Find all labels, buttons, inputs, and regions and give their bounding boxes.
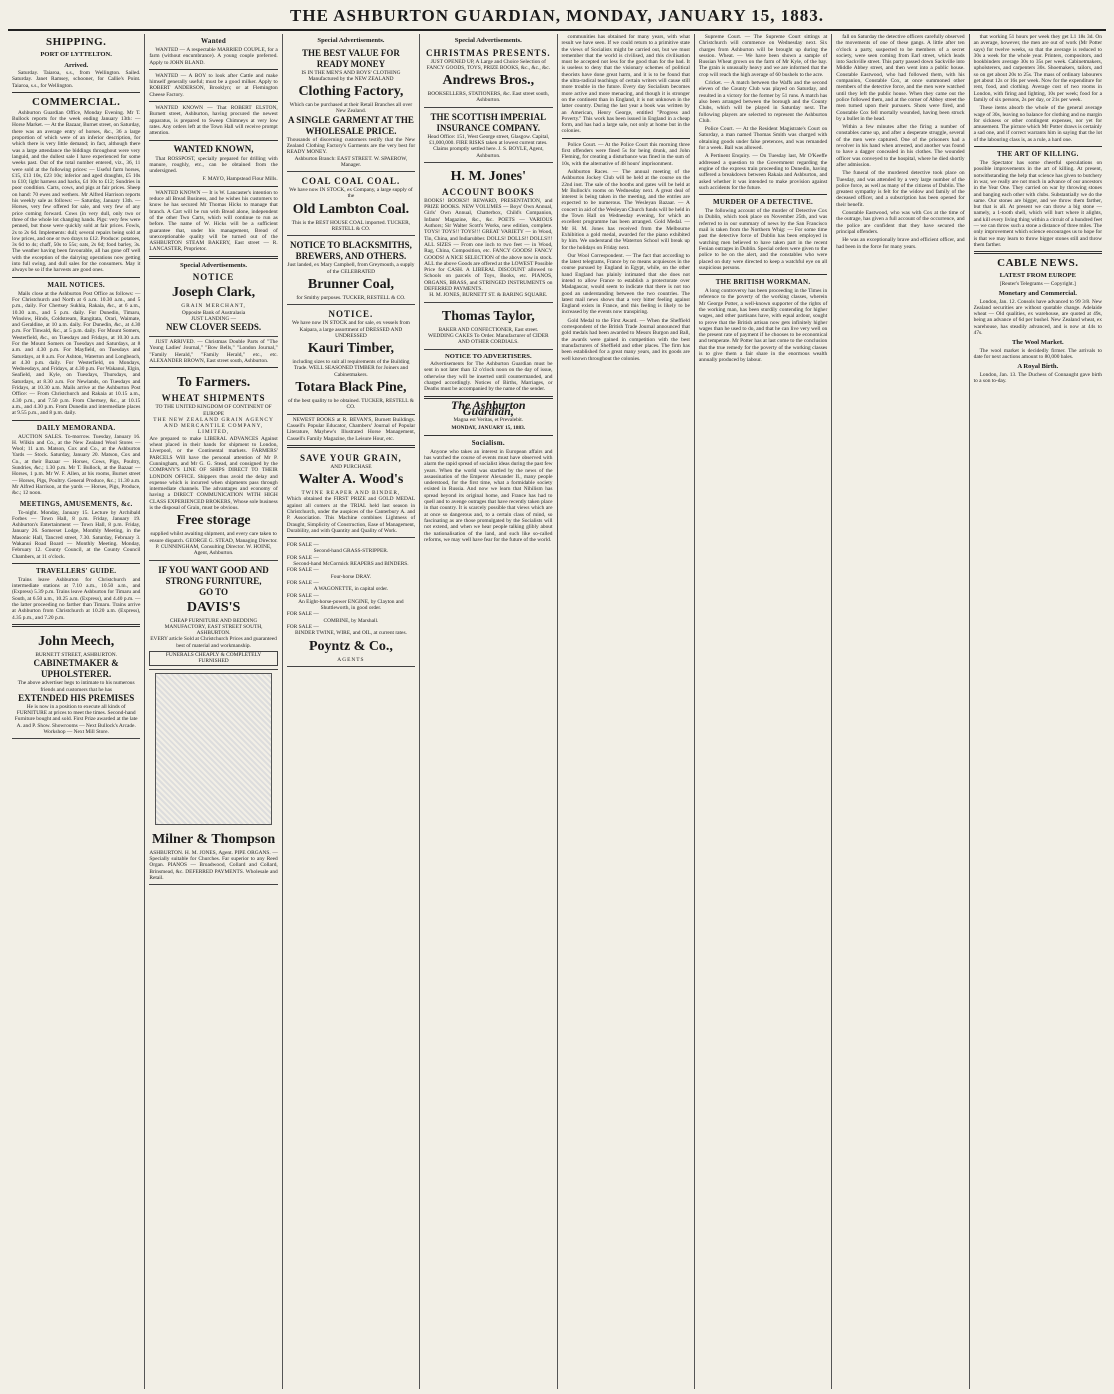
davis-body: CHEAP FURNITURE AND BEDDING MANUFACTORY, EAST STREET SOUTH, ASHBURTON. bbox=[164, 617, 263, 637]
divider bbox=[12, 92, 140, 93]
newspaper-logo: The Ashburton Guardian, bbox=[451, 397, 526, 418]
lambton-name: Old Lambton Coal. bbox=[292, 201, 410, 217]
clark-landing: JUST LANDING — bbox=[191, 315, 236, 322]
brunner-name: Brunner Coal, bbox=[307, 276, 394, 292]
editorial-continued: communities has obtained for many years, with what result we have seen. If we could return to a primitive state the views of Socialists might be carried out, but we must remember that the world is civilised, and this civilisation must be accepted not less for the good than for the bad. It is useless to deny that the visionary schemes of political theorists have done great harm, and it is to be found that the ultra-radical teachings of certain writers will cause still more trouble in the future. Every day Socialism becomes more active and more menacing, and though it is stronger on the continent than in England, it is not unknown in the latter country. During the last year a book was written by an American, Henry George, entitled "Progress and Poverty." This work has been issued in England in a cheap form, and has had a large sale, not only at home but in the colonies. bbox=[561, 34, 690, 135]
divider bbox=[149, 69, 277, 70]
clark-trade: GRAIN MERCHANT, bbox=[181, 303, 246, 310]
column-7 bbox=[832, 34, 969, 1389]
cable-birth-heading: A Royal Birth. bbox=[1017, 363, 1059, 371]
meetings-body: To-night. Monday, January 15. Lecture by Archibald Forbes — Town Hall, 8 p.m. Friday, January 19. Ashburton's Entertainment — Town Hall, 8 p.m. Friday, January 26. Somerset Lodge, Monthly Meeting, in the Masonic Hall, Tancred street, 7.30. Saturday, February 3. Wakanui Road Board — Monthly Meeting. Monday, February 12. County Council, at the County Council Chambers, at 11 o'clock. bbox=[12, 509, 141, 560]
column-4 bbox=[420, 34, 557, 1389]
clark-address: Opposite Bank of Australasia bbox=[181, 309, 246, 316]
column-1 bbox=[8, 34, 145, 1389]
killing-heading: THE ART OF KILLING. bbox=[996, 150, 1079, 159]
milner-name: Milner & Thompson bbox=[151, 831, 276, 847]
cable-money-heading: Monetary and Commercial. bbox=[998, 290, 1077, 297]
column-2 bbox=[145, 34, 282, 1389]
meech-ad bbox=[12, 630, 140, 739]
poyntz-agents: AGENTS bbox=[337, 656, 365, 663]
sale-heading-1: FOR SALE — bbox=[286, 542, 319, 549]
clark-name: Joseph Clark, bbox=[171, 285, 256, 301]
cable-wool-heading: The Wool Market. bbox=[1011, 339, 1064, 347]
column-6 bbox=[695, 34, 832, 1389]
kauri-body: including sizes to suit all requirements of the Building Trade. WELL SEASONED TIMBER for Joiners and Cabinetmakers. bbox=[292, 359, 410, 378]
sale-item-2: Second-hand McCormick REAPERS and BINDERS. bbox=[293, 561, 409, 568]
andrews-ad bbox=[424, 46, 552, 108]
factory-body: Which can be purchased at their Retail Branches all over New Zealand. bbox=[289, 102, 413, 115]
workman-heading: THE BRITISH WORKMAN. bbox=[715, 278, 811, 287]
wheat-body: Are prepared to make LIBERAL ADVANCES Against wheat placed in their hands for shipment to London, Liverpool, or the Continental markets. FARMERS' PARCELS Will have the personal attention of Mr P. Cunningham, and Mr G. G. Stead, and consigned by the COMPANY'S LINE OF SHIPS DIRECT TO THEIR LONDON OFFICE. Shippers thus avoid the delay and expense which is incurred when shipments pass through intermediate channels. The advantages and economy of having a DIRECT COMMUNICATION WITH HIGH CLASS EXPERIENCED BROKERS, Whose sole business is the disposal of Grain, must be obvious. bbox=[149, 435, 278, 512]
milner-ad bbox=[149, 828, 277, 885]
money-heading: THE BEST VALUE FOR READY MONEY bbox=[302, 47, 400, 69]
sale-item-1: Second-hand GRASS-STRIPPER. bbox=[313, 548, 389, 555]
workman-body: A long controversy has been proceeding in the Times in reference to the poverty of the working classes, wherein Mr George Potter, a well-known supporter of the rights of the working man, has been sturdily contending for higher wages, and other partisans have, with equal ardour, sought to prove that the British artisan now gets infinitely higher wages than he used to do, and that he can live very well on the present rate of payment if he chooses to be economical and temperate. Mr Potter has at last come to the conclusion that the true remedy for the poverty of the working classes is to give them a fair share in the enormous wealth annually produced by labour. bbox=[698, 288, 828, 364]
memoranda-body: AUCTION SALES. To-morrow. Tuesday, January 16. H. Wilkin and Co., at the New Zealand Wool Stores — Wool; 11 a.m. Matson, Cox and Co., at the Ashburton Yards — Stock. Saturday, January 20. Matson, Cox and Co., at their Bazaar — Horses, Cows, Pigs, Poultry, Sundries, &c.; 1.30 p.m. Mr T. Bullock, at the Bazaar — Horses, 1 p.m. Mr W. F. Allen, at his rooms, Burnet street — Horses, Pigs, Poultry. General Produce, &c.; 11.30 a.m. Mr Alfred Harrison, at the yards — Horses, Pigs, Produce, &c.; 12 noon. bbox=[12, 433, 141, 497]
brunner-ad bbox=[287, 238, 415, 305]
davis-goto: GO TO bbox=[199, 586, 229, 597]
funerals-banner: FUNERALS CHEAPLY & COMPLETELY FURNISHED bbox=[149, 651, 277, 666]
divider bbox=[562, 138, 690, 139]
travellers-body: Trains leave Ashburton for Christchurch and intermediate stations at 7.10 a.m., 10.50 a.m., and (Express) 5.39 p.m. Trains leave Ashburton for Timaru and South, at 6.50 a.m., 10.25 a.m. (Express), and 4.40 p.m. — the latter proceeding no farther than Timaru. Trains arrive at Ashburton from Christchurch at 10.20 a.m. (Express), 4.35 p.m., and 7.20 p.m. bbox=[12, 576, 141, 621]
wheat-heading: WHEAT SHIPMENTS bbox=[161, 393, 266, 404]
workman-continued-a: that working 51 hours per week they get L1 18s 3d. On an average, however, the men are out of work (Mr Potter says) for twelve weeks, so that the average is reduced to 30s a week for the whole year. Printers, compositors, and bookbinders average 30s to 35s per week. Cabinetmakers, upholsterers, and carpenters 30s. Shoemakers, tailors, and so on get about 20s to 25s. The mass of ordinary labourers get about 12s or 16s per week. Now for the expenditure for rent, food, and clothing. Average cost of two rooms in London, with firing and lighting, 10s per week; food for a family of six persons, 2s per day, or 21s per week. bbox=[973, 34, 1102, 103]
wood-body: Which obtained the FIRST PRIZE and GOLD MEDAL against all comers at the TRIAL held last season in Christchurch, under the auspices of the Canterbury A. and P. Association. This Machine combines Lightness of Draught, Simplicity of Construction, Ease of Management, Durability, and with Quantity and Quality of Work. bbox=[286, 496, 416, 534]
divider bbox=[699, 274, 827, 275]
coal-body: We have now IN STOCK, ex Company, a large supply of the bbox=[289, 187, 413, 200]
storage-heading: Free storage bbox=[176, 513, 251, 529]
wood-ad bbox=[287, 451, 415, 538]
sale-item-4: A WAGONETTE, in capital order. bbox=[313, 586, 389, 593]
divider bbox=[149, 140, 277, 141]
port-heading: PORT OF LYTTELTON. bbox=[40, 51, 112, 58]
column-8 bbox=[970, 34, 1106, 1389]
special-heading: Special Advertisements. bbox=[454, 37, 522, 44]
sale-heading-7: FOR SALE — bbox=[286, 624, 319, 631]
meech-extended: EXTENDED HIS PREMISES bbox=[18, 692, 135, 703]
farmers-heading: To Farmers. bbox=[176, 375, 251, 391]
murder-body: The following account of the murder of Detective Cox in Dublin, which took place on November 25th, and was referred to in our summary of news by the San Francisco mail is taken from the Northern Whig: — For some time past the detective force of Dublin has been employed in watching men believed to have taken part in the recent Fenian outrages in Dublin. Special orders were given to the police to be on the alert, and the constables who were placed on duty were directed to keep a watchful eye on all suspicious persons. bbox=[698, 208, 828, 271]
divider bbox=[149, 101, 277, 102]
wanted-heading: Wanted bbox=[200, 37, 227, 45]
wanted-ad-2: WANTED — A BOY to look after Cattle and make himself generally useful; must be a good milker. Apply to ROBERT ANDERSON, Brooklyn; or at Flemington Cheese Factory. bbox=[149, 72, 278, 98]
meech-body: The above advertiser begs to intimate to his numerous friends and customers that he has bbox=[17, 680, 135, 693]
newspaper-motto: Magna est Veritas, et Prevalebit. bbox=[453, 417, 524, 424]
storage-body: supplied whilst awaiting shipment, and every care taken to ensure dispatch. GEORGE G. STEAD, Managing Director. P. CUNNINGHAM, Consulting Director. W. HOINE, Agent, Ashburton. bbox=[149, 531, 278, 557]
davis-every: EVERY article Sold at Christchurch Prices and guaranteed best of material and workmanship. bbox=[150, 636, 277, 649]
socialism-body: Anyone who takes an interest in European affairs and has watched the course of events must have observed with alarm the rapid spread of socialist ideas during the past few years. When the world was startled by the news of the assassination of the Emperor Alexander II., many people understood, for the first time, what a formidable society existed in Russia. And now we learn that Nihilism has spread beyond its original home, and France has had to quell and to avenge outrages that have recently taken place in that country. It is scarcely possible that views which are at once so dangerous and, to a certain class of mind, so fascinating as are those promulgated by the Socialists will not extend, and when we hear people talking glibly about the nationalisation of the land, and such like so-called reforms, we may well have fear for the future of the world. bbox=[424, 448, 553, 543]
wheat-to: TO THE UNITED KINGDOM OF CONTINENT OF EUROPE bbox=[155, 404, 272, 417]
cable-subheading: LATEST FROM EUROPE bbox=[999, 272, 1076, 280]
newspaper-date: MONDAY, JANUARY 15, 1883. bbox=[451, 425, 526, 432]
arrived-heading: Arrived. bbox=[64, 61, 89, 69]
factory-branch: Ashburton Branch: EAST STREET. W. SPAEROW, Manager. bbox=[294, 155, 408, 168]
sale-heading-2: FOR SALE — bbox=[286, 554, 319, 561]
cable-copyright: [Reuter's Telegrams — Copyright.] bbox=[999, 280, 1076, 287]
divider bbox=[974, 251, 1102, 254]
taylor-sub: BAKER AND CONFECTIONER, East street. bbox=[438, 326, 539, 333]
columns bbox=[8, 34, 1106, 1389]
timber-notice: NOTICE. bbox=[328, 309, 374, 320]
brunner-body: for Smithy purposes. TUCKER, RESTELL & CO. bbox=[296, 294, 406, 301]
local-news-b: Ashburton Races. — The annual meeting of the Ashburton Jockey Club will be held at the course on the 22nd inst. The sale of the booths and gates will be held at Mr Bullock's rooms on Wednesday next. A great deal of interest is being taken in the meeting, and the entries are expected to be numerous. The Wesleyan Bazaar. — A concert in aid of the Wesleyan Church funds will be held in the Town Hall on Wednesday evening, for which an excellent programme has been arranged. Gold Medal. — Mr H. M. Jones has received from the Melbourne Exhibition a gold medal, awarded for the piano exhibited by him. We understand the Waterton School will break up for the holidays on Friday next. bbox=[561, 168, 690, 251]
cable-birth-body: London, Jan. 13. The Duchess of Connaught gave birth to a son to-day. bbox=[973, 371, 1102, 385]
coal-heading: COAL COAL COAL. bbox=[301, 176, 401, 187]
cable-wool-body: The wool market is decidedly firmer. The arrivals to date for next auctions amount to 80,000 bales. bbox=[973, 347, 1102, 361]
jones-ad bbox=[424, 165, 552, 303]
divider bbox=[12, 563, 140, 564]
andrews-name: Andrews Bros., bbox=[442, 73, 535, 89]
wanted-ad-3: WANTED KNOWN — That ROBERT ELSTON, Burnett street, Ashburton, having procured the newest apparatus, is prepared to Sweep Chimneys at very low rates. Any orders left at the Town Hall will receive prompt attention. bbox=[149, 105, 278, 137]
lambton-ad bbox=[287, 174, 415, 236]
jones-body: BOOKS! BOOKS!! REWARD, PRESENTATION, and PRIZE BOOKS. NEW VOLUMES — Boys' Own Annual, Girls' Own Annual, Chatterbox, Child's Companion, Infants' Magazine, &c., &c. POETS — VARIOUS Authors; Sir Walter Scott's Works, new edition, complete. TOYS! TOYS!! TOYS!!! GREAT VARIETY — in Wood, Tin, China, and Indiarubber. DOLLS! DOLLS!! DOLLS!!! ALL SIZES — From one inch to two feet — in Wood, Rag, China, Composition, etc. FANCY GOODS! FANCY GOODS! A NICE SELECTION of the above now in stock. ALL the above Goods are offered at the LOWEST Possible Price for CASH. A LIBERAL DISCOUNT allowed to Schools on parcels of Toys, Books, etc. PIANOS, ORGANS, BRASS, and STRINGED INSTRUMENTS on DEFERRED PAYMENTS. bbox=[424, 197, 553, 293]
andrews-sub: BOOKSELLERS, STATIONERS, &c. East street south, Ashburton. bbox=[427, 91, 549, 104]
advertisers-heading: NOTICE TO ADVERTISERS. bbox=[445, 352, 532, 360]
masthead: THE ASHBURTON GUARDIAN, MONDAY, JANUARY 15, 1883. bbox=[8, 6, 1106, 31]
organ-illustration bbox=[155, 673, 273, 825]
papers-ad: JUST ARRIVED. — Christmas Double Parts of "The Young Ladies' Journal," "Bow Bells," "London Journal," "Family Herald," "Family Herald," etc., etc. ALEXANDER BROWN, East street south, Ashburton. bbox=[149, 339, 278, 364]
taylor-body: WEDDING CAKES To Order. Manufacturer of CIDER AND OTHER CORDIALS. bbox=[427, 332, 549, 346]
mail-body: Mails close at the Ashburton Post Office as follows: — For Christchurch and North at 6 a.m. 10.30 a.m., and 5 p.m., daily. For Chertsey Sukhia, Rakaia, &c., at 6 a.m., 10.30 a.m., and 5 p.m. daily. For Dunedin, Timaru, Winslow, Hinds, Coldstream, Rangitata, Orari, Waimate, and Geraldine, at 10 a.m. daily. For Dunedin, &c., at 4.30 p.m. For Tinwald, &c., at 5 p.m. daily. For Mount Somers, Westerfield, &c., on Tuesdays and Fridays, at 10.30 a.m. For the Mount Somers on Tuesdays and Saturdays, at 8 a.m. and 4.30 p.m. For Mayfield, on Tuesdays and Saturdays, at 8 a.m. For Ashton, Waterton and Longbeach, at 4.30 p.m. daily. For Westerfield, on Mondays, Wednesdays, and Fridays, at 4.30 p.m. For Wakanui, Elgin, Seafield, and Kyle, on Tuesdays, Thursdays, and Saturdays, at 8.30 a.m. For Newlands, on Tuesdays and Fridays, at 10.30 a.m. Mails arrive at the Ashburton Post Office: — From Christchurch and Rakaia at 10.15 a.m., 4.30 p.m., and 7.50 p.m. From Chertsey, &c., at 10.15 a.m., and 4.30 p.m. From Dunedin and intermediate places at 9.55 p.m., and 8 p.m. daily. bbox=[12, 290, 141, 417]
mail-heading: MAIL NOTICES. bbox=[47, 280, 105, 289]
divider bbox=[149, 367, 277, 368]
totara-body: of the best quality to be obtained. TUCKER, RESTELL & CO. bbox=[287, 398, 414, 411]
murder-continued-a: fall on Saturday the detective officers carefully observed the movements of one of these gangs. A little after ten o'clock a party, suspected to be members of a secret society, were seen coming from Earl street, which leads into Sackville street. This party passed down Sackville into Middle Abbey street, and then went into a public house. Constable Eastwood, who had followed them, with his companion, Constable Cox, at once summoned other members of the detective force, and the men were watched until they left the public house. When they came out the police followed them, and at the corner of Abbey street the men turned upon their pursuers. Shots were fired, and Constable Cox fell mortally wounded, having been struck by a bullet in the head. bbox=[836, 34, 965, 122]
save-heading: SAVE YOUR GRAIN, bbox=[300, 452, 402, 463]
divider bbox=[12, 277, 140, 278]
notice-heading: NOTICE bbox=[192, 272, 235, 283]
meech-name: John Meech, bbox=[38, 633, 115, 649]
smiths-heading: NOTICE TO BLACKSMITHS, BREWERS, AND OTHERS. bbox=[289, 240, 412, 262]
poyntz-name: Poyntz & Co., bbox=[308, 638, 393, 654]
divider bbox=[12, 420, 140, 421]
meech-address: BURNETT STREET, ASHBURTON. bbox=[35, 651, 118, 658]
davis-ad bbox=[149, 563, 277, 670]
wanted-ad-4-signature: F. MAYO, Hampstead Flour Mills. bbox=[202, 176, 278, 183]
smiths-body: Just landed, ex Mary Campbell, from Greymouth, a supply of the CELEBRATED bbox=[287, 262, 415, 275]
davis-name: DAVIS'S bbox=[186, 599, 241, 615]
garment-line: A SINGLE GARMENT AT THE WHOLESALE PRICE. bbox=[288, 114, 414, 136]
money-body: IS IN THE MEN'S AND BOYS' CLOTHING Manufactured by the NEW ZEALAND bbox=[301, 69, 401, 82]
sale-heading-5: FOR SALE — bbox=[286, 592, 319, 599]
wood-sub: TWINE REAPER AND BINDER, bbox=[301, 490, 401, 497]
milner-body: ASHBURTON. H. M. JONES, Agent. PIPE ORGANS. — Specially suitable for Churches. Far superior to any Reed Organ. PIANOS — Broadwood, Collard and Collard, Brinsmead, &c. DEFERRED PAYMENTS. Wholesale and Retail. bbox=[149, 849, 278, 881]
books-ad: NEWEST BOOKS at R. BEVAN'S, Burnett Buildings. Cassell's Popular Educator, Chambers' Journal of Popular Literature, Mayhew's Illustrated Horse Management, Cassell's Family Magazine, the Leisure Hour, etc. bbox=[286, 416, 416, 442]
sale-item-3: Four-horse DRAY. bbox=[330, 573, 372, 580]
murder-continued-e: He was an exceptionally brave and efficient officer, and had been in the force for many years. bbox=[836, 237, 965, 250]
local-news-g: Police Court. — At the Resident Magistrate's Court on Saturday, a man named Thomas Smith was charged with obtaining goods under false pretences, and was remanded for a week. Bail was allowed. bbox=[698, 126, 828, 152]
wanted-ad-4: That ROSSPOST, specially prepared for drilling with manure, roughly, etc., can be obtained from the undersigned. bbox=[149, 155, 278, 175]
killing-body: The Spectator has some cheerful speculations on possible improvements in the art of killing. At present, notwithstanding the help that science has given to butchery in war, we really are not much in advance of our ancestors in the Year One. They carried on war by throwing stones and banging each other with clubs. Substantially we do the same. Our stones are bigger, and we throw them farther, but that is all. At present we can throw a big stone — namely, a 1-tooth shell, which will hurt where it alights, and kill every living thing within a circuit of a hundred feet — we can throw such a stone a distance of three miles. The only improvement which science encourages us to hope for is that we may learn to throw bigger stones still and throw them farther. bbox=[973, 160, 1102, 248]
and-purchase: AND PURCHASE bbox=[330, 463, 372, 470]
socialism-heading: Socialism. bbox=[471, 438, 505, 447]
wanted-known-heading: WANTED KNOWN, bbox=[173, 143, 254, 154]
scottish-ad bbox=[424, 110, 552, 163]
clothing-ad bbox=[287, 46, 415, 173]
clark-ad bbox=[149, 270, 277, 337]
wanted-ad-1: WANTED — A respectable MARRIED COUPLE, for a farm (without encumbrance). A young couple preferred. Apply to JOHN BLAND. bbox=[149, 47, 278, 66]
sale-heading-6: FOR SALE — bbox=[286, 611, 319, 618]
clark-seeds: NEW CLOVER SEEDS. bbox=[166, 322, 262, 333]
commercial-body: Ashburton Guardian Office, Monday Evening. Mr T. Bullock reports for the week ending January 13th: — Horse Market. — At the Bazaar, Burnet street, on Saturday, there was an average entry of horses, &c., 36 a large proportion of which were of an inferior description, for which there is very little demand; in fact, although there was a large attendance the biddings throughout were very languid, and the dullest sale I have experienced for some weeks past. Out of the total number entered, viz., 36, 11 were sold at the following prices: — Useful farm horses, £15, £13 10s, £23 10s; inferior and aged draughts, £5 10s to £10; light harness and hacks, £4 10s to £12; Sundries in poor condition. Carts, cows, and pigs at fair prices. Sheep on hand: 70 ewes and wethers. Mr Alfred Harrison reports his weekly sale as follows: — Saturday, January 13th. — Horses, very few offered for sale, and very few of any price coming forward. Cows (in very dull, only two or three of the whole lot changing hands. Pigs: very few were penned, but those were quickly sold at fair prices. Fowls, 2s to 2s 6d. Implements: dull; several repairs being sold at low prices, and one or two drays to £12. Produce: potatoes, 3s 6d to 4s; chaff, 50s to 55s; oats, 2s 6d; food barley, 3s. The weather having been favourable, all has gone off well with the exception of the dairying operations now getting into full swing, and dull sales for the consumers. May it always be so if the harvests are good ones. bbox=[12, 109, 141, 274]
sale-item-6: COMBINE, by Marshall. bbox=[323, 617, 379, 624]
shipping-text: Saturday. Taiaroa, s.s., from Wellington. Sailed. Saturday. Janet Ramsey, schooner, for Callie's Point. Taiaroa, s.s., for Wellington. bbox=[12, 70, 141, 89]
lambton-body: This is the BEST HOUSE COAL imported. TUCKER, RESTELL & CO. bbox=[291, 219, 411, 233]
xmas-body: JUST OPENED UP, A Large and Choice Selection of FANCY GOODS, TOYS, PRIZE BOOKS, &c., &c., &c. bbox=[426, 58, 550, 71]
travellers-heading: TRAVELLERS' GUIDE. bbox=[36, 566, 117, 575]
cable-money-body: London, Jan. 12. Consols have advanced to 99 3/8. New Zealand securities are without quotable change. Adelaide wheat — Old qualities, ex warehouse, are quoted at 49s, being an advance of 6d per bushel. New Zealand wheat, ex warehouse, has steadily advanced, and is now at 44s to 47s. bbox=[973, 298, 1102, 336]
local-news-e: Supreme Court. — The Supreme Court sittings at Christchurch will commence on Wednesday next. Six charges from Ashburton will be brought up during the session. Wheat. — We have been shown a sample of Russian Wheat grown on the farm of Mr Kyle, of the bay. The grain is unusually heavy and we are informed that the crop will reach the high average of 60 bushels to the acre. bbox=[698, 34, 828, 78]
police-court-item: Police Court. — At the Police Court this morning three first offenders were fined 5s for being drunk, and John Fleming, for creating a disturbance was fined in the sum of 10s, with the alternative of 48 hours' imprisonment. bbox=[561, 141, 690, 167]
local-news-c: Our Wool Correspondent. — The fact that according to the latest telegrams, France by no means acquiesces in the course pursued by England in Egypt, while, on the other hand England has plainly intimated that she does not intend to allow France to establish a protectorate over Madagascar, would seem to indicate that there is not too good an understanding between the two countries. The latest mail news shows that a very bitter feeling against England exists in France, and this feeling is likely to be increased by the events now transpiring. bbox=[561, 252, 690, 316]
meetings-heading: MEETINGS, AMUSEMENTS, &c. bbox=[19, 499, 133, 508]
special-heading: Special Advertisements. bbox=[180, 261, 248, 269]
commercial-heading: COMMERCIAL. bbox=[32, 95, 121, 108]
divider bbox=[287, 445, 415, 448]
timber-ad bbox=[287, 307, 415, 414]
divider bbox=[974, 146, 1102, 147]
local-news-h: A Pertinent Enquiry. — On Tuesday last, Mr O'Keeffe addressed a question to the Government regarding the engine of the express train proceeding to Dunedin, having suffered a breakdown between Rakaia and Ashburton, and asked whether it was intended to make provision against such accidents for the future. bbox=[698, 153, 828, 191]
totara-name: Totara Black Pine, bbox=[295, 380, 407, 396]
scottish-body: Head Office: 151, West George street, Glasgow. Capital, £1,000,000. FIRE RISKS taken at lowest current rates. Claims promptly settled here. J. S. BOYLE, Agent, Ashburton. bbox=[427, 133, 550, 159]
wood-name: Walter A. Wood's bbox=[298, 472, 404, 488]
memoranda-heading: DAILY MEMORANDA. bbox=[36, 423, 116, 432]
divider bbox=[149, 186, 277, 187]
jones-signature: H. M. JONES, BURNETT ST. & BARING SQUARE. bbox=[429, 292, 548, 299]
sale-heading-4: FOR SALE — bbox=[286, 579, 319, 586]
timber-body: We have now IN STOCK and for sale, ex vessels from Kaipara, a large assortment of DRESSED AND UNDRESSED bbox=[291, 320, 410, 339]
factory-name: Clothing Factory, bbox=[298, 84, 404, 100]
davis-if: IF YOU WANT GOOD AND STRONG FURNITURE, bbox=[158, 564, 269, 586]
local-news-f: Cricket. — A match between the Waffs and the second eleven of the County Club was played on Saturday, and resulted in a victory for the former by 51 runs. A match has also been arranged between the borough and the County Clubs, which will be played in Saturday next. The following players are selected to represent the Ashburton Club. bbox=[698, 80, 828, 124]
scottish-heading: THE SCOTTISH IMPERIAL INSURANCE COMPANY. bbox=[430, 111, 547, 133]
taylor-name: Thomas Taylor, bbox=[441, 308, 535, 324]
for-sale-ad bbox=[287, 540, 415, 667]
jones-name: H. M. Jones' bbox=[450, 168, 527, 184]
sale-heading-3: FOR SALE — bbox=[286, 567, 319, 574]
factory-more: Thousands of discerning customers testify that the New Zealand Clothing Factory's Garments are the very best for READY MONEY. bbox=[286, 136, 416, 156]
murder-continued-b: Within a few minutes after the firing a number of constables came up, and after a desperate struggle, several of the men were captured. One of the prisoners had a revolver in his hand when arrested, and another was found to have a dagger concealed in his clothes. The wounded officer was conveyed to the hospital, where he died shortly after admission. bbox=[836, 124, 965, 168]
local-news-d: Gold Medal to the First Award. — When the Sheffield correspondent of the British Trade Journal announced that gold medals had been awarded to Messrs Burgon and Ball, the awards were gained in competition with the best manufacturers of Sheffield and other places. The firm has been established for a great many years, and its goods are well known throughout the colonies. bbox=[561, 317, 690, 362]
divider bbox=[12, 624, 140, 627]
workman-continued-b: These items absorb the whole of the general average wage of 30s, leaving no balance for clothing and no margin for sickness or other contingent expenses, nor yet for amusement. The picture which Mr Potter draws is certainly a sad one, and if correct warrants him in saying that the lot of the labouring class is, as a rule, a hard one. bbox=[973, 105, 1102, 143]
column-5 bbox=[558, 34, 695, 1389]
meech-body-2: He is now in a position to execute all kinds of FURNITURE at prices to meet the times. Second-hand Furniture bought and sold. First Prize awarded at the late A. and P. Show. Showrooms — Next Bullock's Arcade. Workshop — Next Mill Store. bbox=[14, 703, 138, 736]
xmas-heading: CHRISTMAS PRESENTS. bbox=[426, 47, 551, 58]
murder-heading: MURDER OF A DETECTIVE. bbox=[713, 198, 814, 207]
wheat-ad bbox=[149, 371, 277, 560]
sale-item-7: BINDER TWINE, WIRE, and OIL, at current rates. bbox=[294, 630, 407, 637]
column-3 bbox=[283, 34, 420, 1389]
taylor-ad bbox=[424, 305, 552, 350]
wheat-company: THE NEW ZEALAND GRAIN AGENCY AND MERCANTILE COMPANY, LIMITED, bbox=[153, 416, 274, 436]
wanted-ad-5: WANTED KNOWN — It is W. Lancaster's intention to reduce all Bread Business, and he wishes his customers to know he has secured Mr Thomas Hicks to manage that branch. A Cart will be run with Bread alone, independent of the other Two Carts, which will continue to run as before. The name of W. Hicks will be a sufficient guarantee that, under his management, Bread of unexceptionable quality will be turned out of the ASHBURTON STEAM BAKERY, East street — R. LANCASTER, Proprietor. bbox=[149, 189, 278, 253]
divider bbox=[424, 435, 552, 436]
divider bbox=[149, 256, 277, 259]
meech-trade: CABINETMAKER & UPHOLSTERER. bbox=[33, 658, 119, 680]
jones-sub: ACCOUNT BOOKS bbox=[442, 186, 535, 197]
murder-continued-d: Constable Eastwood, who was with Cox at the time of the outrage, has given a full account of the occurrence, and the police are confident that they have secured the principal offenders. bbox=[836, 210, 965, 235]
divider bbox=[699, 194, 827, 195]
shipping-heading: SHIPPING. bbox=[45, 36, 107, 48]
sale-item-5: An Eight-horse-power ENGINE, by Clayton and Shuttleworth, in good order. bbox=[298, 598, 404, 612]
cable-heading: CABLE NEWS. bbox=[997, 257, 1079, 270]
special-heading: Special Advertisements. bbox=[317, 37, 385, 44]
murder-continued-c: The funeral of the murdered detective took place on Tuesday, and was attended by a very large number of the police force, as well as many of the citizens of Dublin. The greatest sympathy is felt for the widow and family of the deceased officer, and a subscription has been opened for their benefit. bbox=[836, 170, 965, 208]
kauri-name: Kauri Timber, bbox=[307, 341, 394, 357]
advertisers-body: Advertisements for The Ashburton Guardian must be sent in not later than 12 o'clock noon on the day of issue, otherwise they will be inserted until countermanded, and charged accordingly. Notices of Births, Marriages, or Deaths must be accompanied by the name of the sender. bbox=[424, 361, 553, 393]
